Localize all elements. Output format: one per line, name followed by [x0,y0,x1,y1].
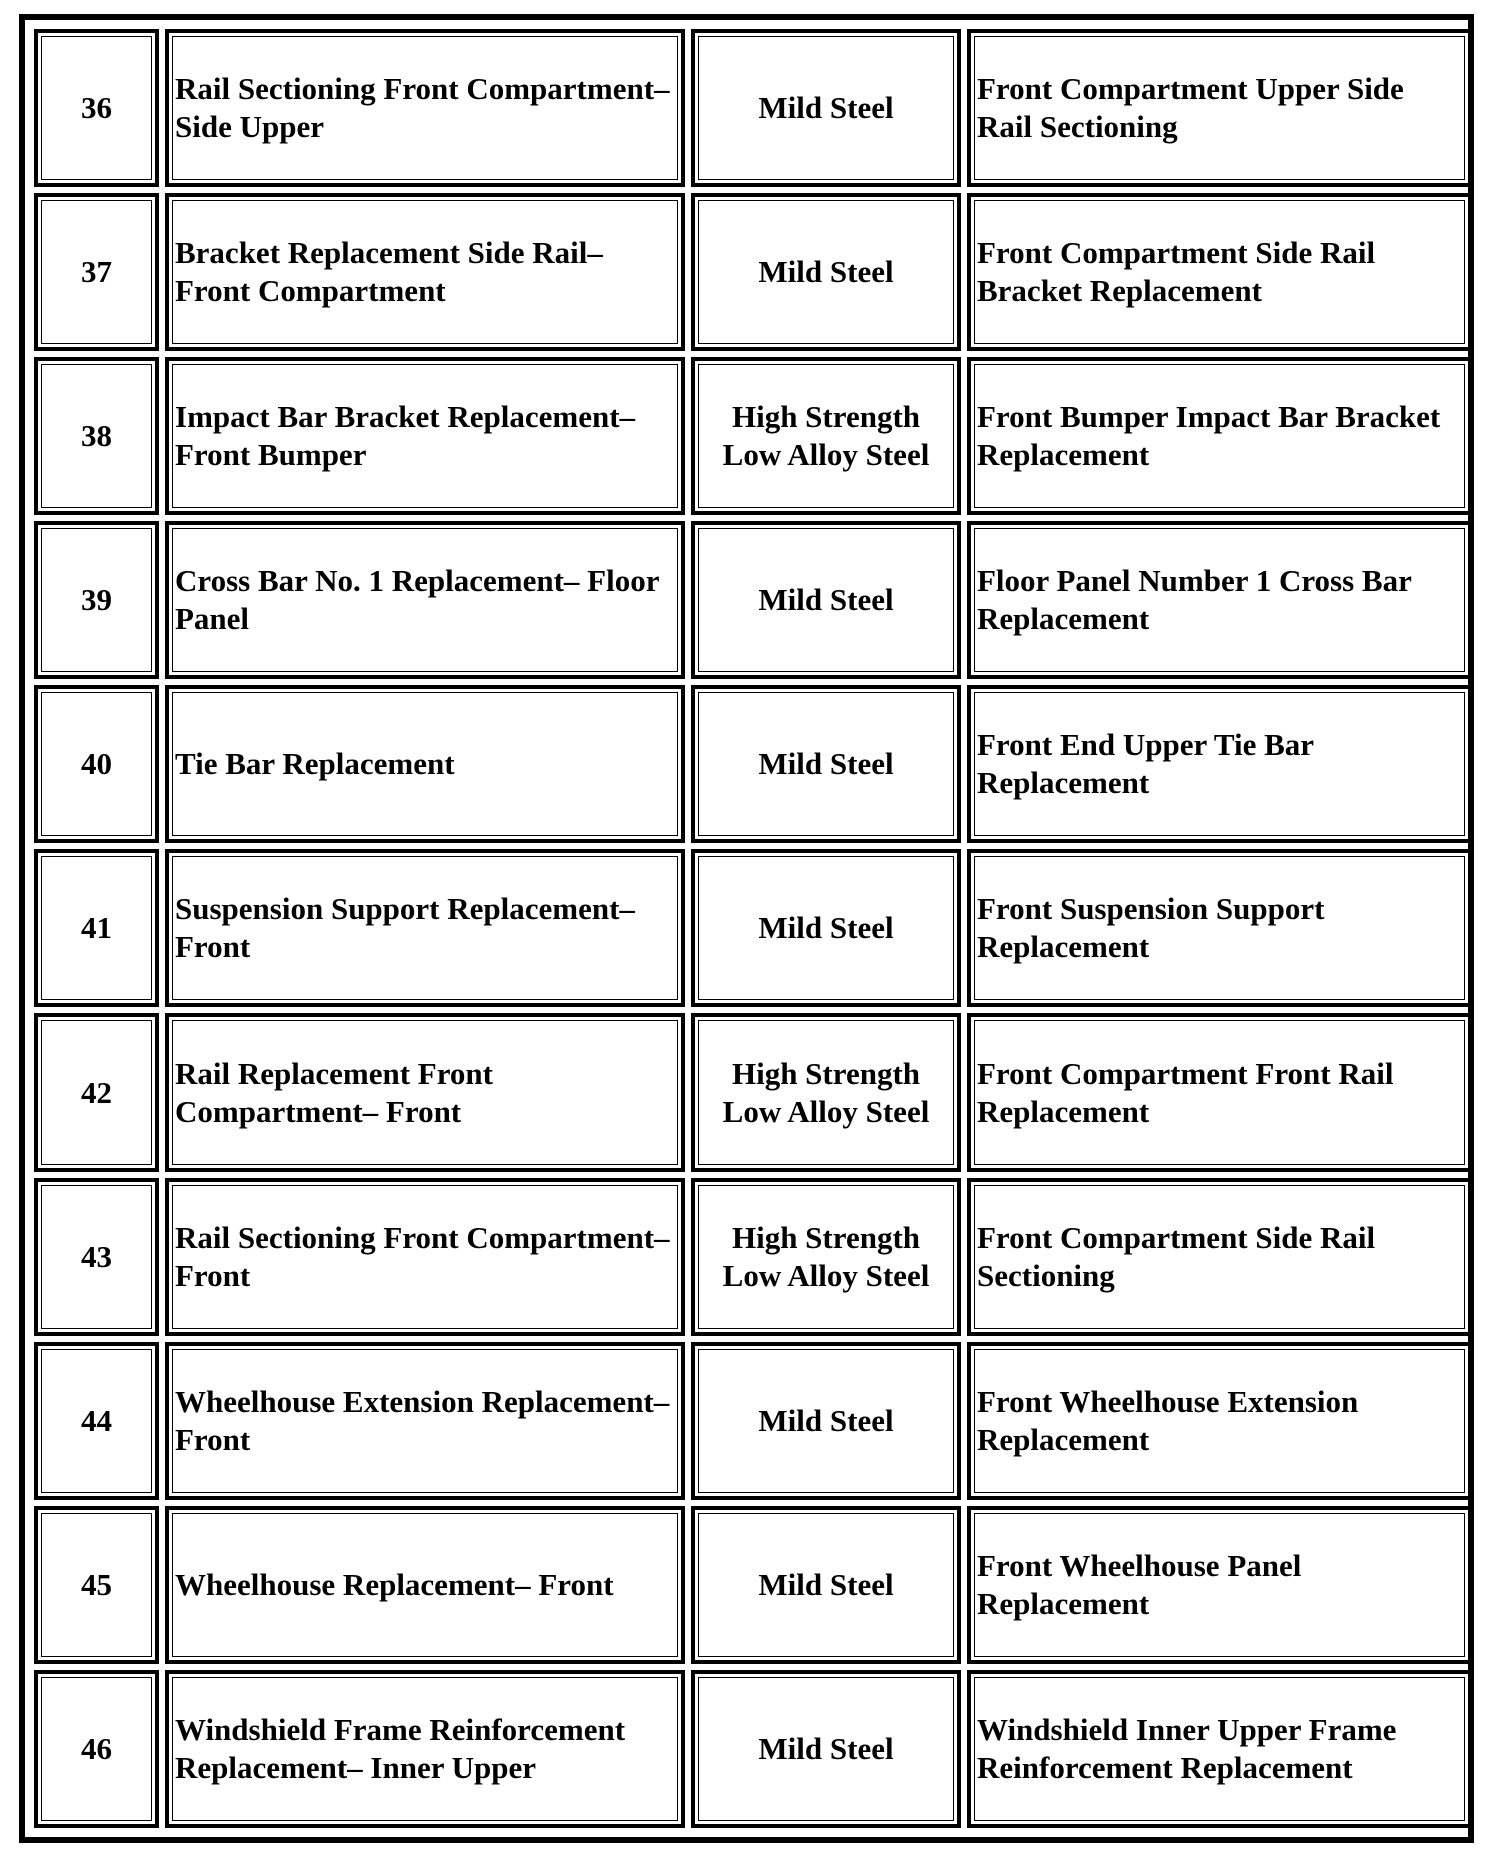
material: Mild Steel [691,1506,961,1664]
material: Mild Steel [691,29,961,187]
row-number: 44 [34,1342,159,1500]
table-row [34,1670,1472,1828]
table-row [34,685,1472,843]
repair-table-frame [19,14,1474,1843]
description: Front Bumper Impact Bar Bracket Replacement [967,357,1472,515]
row-number: 42 [34,1013,159,1171]
description: Floor Panel Number 1 Cross Bar Replacement [967,521,1472,679]
description: Front Suspension Support Replacement [967,849,1472,1007]
description: Front Compartment Upper Side Rail Sectioning [967,29,1472,187]
procedure-name: Cross Bar No. 1 Replacement– Floor Panel [165,521,685,679]
row-number: 37 [34,193,159,351]
row-number: 46 [34,1670,159,1828]
description: Windshield Inner Upper Frame Reinforcement Replacement [967,1670,1472,1828]
row-number: 38 [34,357,159,515]
row-number: 45 [34,1506,159,1664]
material: Mild Steel [691,1670,961,1828]
repair-procedures-table [28,23,1478,1834]
procedure-name: Wheelhouse Extension Replacement– Front [165,1342,685,1500]
table-row [34,1342,1472,1500]
material: Mild Steel [691,193,961,351]
material: High Strength Low Alloy Steel [691,1178,961,1336]
material: High Strength Low Alloy Steel [691,357,961,515]
table-row [34,29,1472,187]
table-row [34,193,1472,351]
procedure-name: Windshield Frame Reinforcement Replacement– Inner Upper [165,1670,685,1828]
material: Mild Steel [691,849,961,1007]
material: Mild Steel [691,1342,961,1500]
description: Front Compartment Front Rail Replacement [967,1013,1472,1171]
table-row [34,1506,1472,1664]
table-row [34,1178,1472,1336]
procedure-name: Bracket Replacement Side Rail– Front Compartment [165,193,685,351]
row-number: 43 [34,1178,159,1336]
description: Front End Upper Tie Bar Replacement [967,685,1472,843]
procedure-name: Suspension Support Replacement– Front [165,849,685,1007]
row-number: 39 [34,521,159,679]
row-number: 36 [34,29,159,187]
procedure-name: Rail Sectioning Front Compartment– Front [165,1178,685,1336]
material: Mild Steel [691,521,961,679]
description: Front Compartment Side Rail Sectioning [967,1178,1472,1336]
description: Front Compartment Side Rail Bracket Replacement [967,193,1472,351]
description: Front Wheelhouse Panel Replacement [967,1506,1472,1664]
material: High Strength Low Alloy Steel [691,1013,961,1171]
procedure-name: Rail Replacement Front Compartment– Front [165,1013,685,1171]
description: Front Wheelhouse Extension Replacement [967,1342,1472,1500]
table-row [34,521,1472,679]
row-number: 40 [34,685,159,843]
procedure-name: Impact Bar Bracket Replacement– Front Bumper [165,357,685,515]
procedure-name: Tie Bar Replacement [165,685,685,843]
table-row [34,849,1472,1007]
procedure-name: Rail Sectioning Front Compartment– Side Upper [165,29,685,187]
procedure-name: Wheelhouse Replacement– Front [165,1506,685,1664]
table-row [34,357,1472,515]
table-row [34,1013,1472,1171]
row-number: 41 [34,849,159,1007]
material: Mild Steel [691,685,961,843]
